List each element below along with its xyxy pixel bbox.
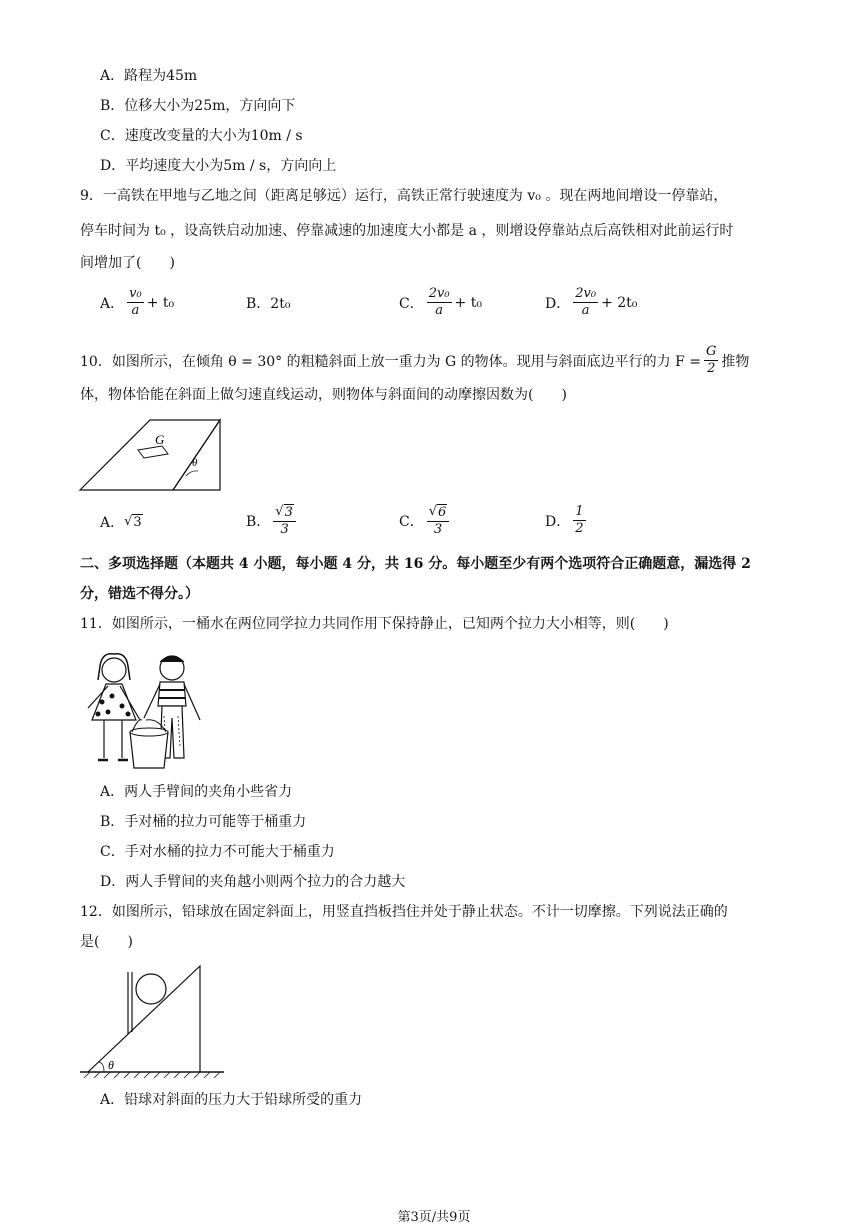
q9-option-d-den: a (581, 303, 590, 318)
q10-option-c-radicand: 6 (438, 505, 447, 520)
q8-option-a: A．路程为45m (100, 68, 198, 84)
q10-option-b-den: 3 (280, 522, 289, 537)
q10-option-d-den: 2 (575, 521, 584, 536)
q10-option-d-label: D． (545, 513, 571, 530)
q10-option-c-fraction (427, 504, 450, 538)
q10-force-fraction (704, 344, 718, 377)
q9-option-a-num: v₀ (129, 286, 142, 301)
q10-incline-svg (78, 416, 223, 494)
q10-option-d-num: 1 (575, 504, 584, 519)
q10-option-c-num: √ 6 (427, 504, 450, 522)
q9-option-d (545, 286, 637, 319)
q9-option-a-den: a (131, 303, 140, 318)
q11-figure-svg (78, 646, 208, 772)
q9-option-c-fraction (427, 286, 452, 319)
q11-stem: 11．如图所示，一桶水在两位同学拉力共同作用下保持静止，已知两个拉力大小相等，则( ) (80, 616, 669, 632)
q10-stem-line1-a: 10．如图所示，在倾角 θ = 30° 的粗糙斜面上放一重力为 G 的物体。现用与斜面底边平行的力 F = (80, 353, 702, 370)
q10-option-a-radical-sign: √ (124, 514, 133, 529)
q10-option-b-fraction (273, 504, 296, 538)
q8-option-b: B．位移大小为25m，方向向下 (100, 98, 296, 114)
q11-children-bucket-figure (78, 646, 208, 776)
q12-stem-line2: 是( ) (80, 934, 133, 950)
q9-option-a-label: A． (100, 295, 125, 312)
q10-option-a-sqrt (124, 514, 143, 530)
q9-option-a (100, 286, 174, 319)
q12-figure-svg (78, 958, 226, 1080)
q9-option-d-tail: + 2t₀ (601, 294, 638, 311)
q11-option-a: A．两人手臂间的夹角小些省力 (100, 784, 293, 800)
q9-stem-line1: 9．一高铁在甲地与乙地之间（距离足够远）运行，高铁正常行驶速度为 v₀ 。现在两地间增设一停靠站， (80, 188, 728, 204)
section2-heading-line1: 二、多项选择题（本题共 4 小题，每小题 4 分，共 16 分。每小题至少有两个选项符合正确题意，漏选得 2 (80, 556, 751, 572)
q11-option-c: C．手对水桶的拉力不可能大于桶重力 (100, 844, 335, 860)
q9-option-c-tail: + t₀ (454, 294, 482, 311)
q10-option-b-label: B． (246, 514, 271, 530)
page-footer: 第3页/共9页 (397, 1210, 471, 1225)
q12-fig-theta-label: θ (108, 1058, 114, 1072)
q9-option-b-text: B．2t₀ (246, 296, 291, 312)
q9-option-c-num: 2v₀ (428, 286, 450, 301)
q10-option-a-radicand: 3 (133, 515, 142, 530)
q11-option-b: B．手对桶的拉力可能等于桶重力 (100, 814, 307, 830)
q9-stem-line2: 停车时间为 t₀ ，设高铁启动加速、停靠减速的加速度大小都是 a ，则增设停靠站点后高铁相对此前运行时 (80, 223, 734, 239)
q11-option-d: D．两人手臂间的夹角越小则两个拉力的合力越大 (100, 874, 406, 890)
q10-fig-g-label: G (155, 432, 165, 447)
q12-stem-line1: 12．如图所示，铅球放在固定斜面上，用竖直挡板挡住并处于静止状态。不计一切摩擦。下列说法正确的 (80, 904, 728, 920)
q12-ball-incline-figure (78, 958, 226, 1084)
q12-option-a: A．铅球对斜面的压力大于铅球所受的重力 (100, 1092, 363, 1108)
q10-option-d (545, 504, 589, 537)
q9-option-c-label: C． (399, 295, 424, 312)
q10-fig-theta-label: θ (192, 457, 198, 469)
q10-option-d-fraction (573, 504, 585, 537)
q10-option-c-den: 3 (433, 522, 443, 537)
q9-option-c (399, 286, 482, 319)
q9-option-c-den: a (435, 303, 444, 318)
q8-option-c: C．速度改变量的大小为10m / s (100, 128, 303, 144)
q10-option-b-num: √ 3 (273, 504, 296, 522)
q10-option-b (246, 504, 299, 538)
q9-stem-line3: 间增加了( ) (80, 255, 175, 271)
q10-force-num: G (706, 344, 717, 359)
section2-heading-line2: 分，错选不得分。） (80, 586, 199, 602)
q9-option-d-num: 2v₀ (575, 286, 597, 301)
q10-stem-line2: 体，物体恰能在斜面上做匀速直线运动，则物体与斜面间的动摩擦因数为( ) (80, 387, 567, 403)
q10-option-b-radicand: 3 (284, 505, 293, 520)
q10-option-c (399, 504, 452, 538)
q10-option-a-label: A． (100, 515, 125, 531)
q9-option-d-fraction (573, 286, 598, 319)
q10-stem-line1-b: 推物 (721, 353, 750, 370)
q10-force-den: 2 (707, 361, 716, 376)
q10-stem-line1 (80, 344, 749, 377)
q10-option-c-label: C． (399, 514, 424, 530)
q9-option-a-fraction (127, 286, 144, 319)
q9-option-b (246, 293, 290, 313)
q8-option-d: D．平均速度大小为5m / s，方向向上 (100, 158, 337, 174)
q10-option-a (100, 512, 143, 532)
q9-option-a-tail: + t₀ (146, 294, 175, 311)
q9-option-d-label: D． (545, 295, 571, 312)
q10-incline-figure (78, 416, 223, 498)
